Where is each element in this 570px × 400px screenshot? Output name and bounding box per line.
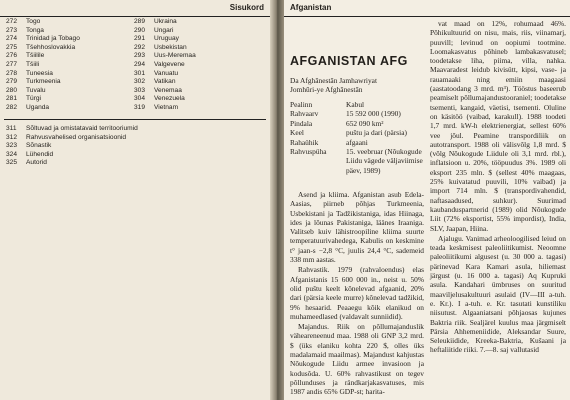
list-divider [4, 119, 266, 120]
list-item-label: Ungari [154, 26, 174, 34]
article-column-2 [430, 19, 566, 356]
list-item-label: Vietnam [154, 103, 179, 111]
list-item [6, 125, 138, 134]
country-list-col1 [6, 18, 80, 113]
list-item [134, 95, 196, 104]
list-item [6, 44, 80, 53]
list-item [6, 159, 138, 168]
list-item [134, 61, 196, 70]
book-gutter [270, 0, 284, 400]
fact-row [290, 119, 424, 128]
left-header-label: Sisukord [229, 3, 264, 12]
list-item-number: 302 [134, 78, 146, 86]
fact-key: Rahvuspüha [290, 147, 327, 157]
list-item-label: Venezuela [154, 95, 185, 103]
list-item-label: Tonga [26, 26, 44, 34]
country-title: AFGANISTAN [290, 54, 377, 68]
article-paragraph: Rahvastik. 1979 (rahvaloendus) elas Afganistanis 15 600 000 in., neist u. 50% olid puštu keelt kõnelevad afgaanid, 20% dari (pärsia keele murre) kõnelevad tadžikid, 9% hesaarid. Peaaegu kõik elanikud on muhameedlased (valdavalt sunniidid). [290, 265, 424, 321]
official-name-line2: Jomhūri-ye Afghānestān [290, 85, 363, 95]
fact-value: 652 090 km² [346, 118, 384, 128]
list-item [6, 78, 80, 87]
official-name [290, 76, 424, 95]
fact-key: Rahaühik [290, 137, 319, 147]
list-item-number: 292 [134, 43, 146, 51]
fact-value: 15. veebruar (Nõukogude Liidu vägede väljaviimise päev, 1989) [346, 147, 423, 175]
list-item [6, 87, 80, 96]
list-item-number: 276 [6, 52, 18, 60]
list-item-number: 312 [6, 133, 18, 141]
fact-key: Keel [290, 128, 304, 138]
list-item [6, 151, 138, 160]
list-item [134, 18, 196, 27]
list-item-label: Trinidad ja Tobago [26, 35, 80, 43]
list-item-number: 319 [134, 103, 146, 111]
list-item-label: Vatikan [154, 78, 176, 86]
list-item-number: 274 [6, 35, 18, 43]
list-item-label: Uus-Meremaa [154, 52, 196, 60]
list-item-label: Tuvalu [26, 86, 46, 94]
list-item-number: 325 [6, 159, 18, 167]
fact-value: puštu ja dari (pärsia) [346, 128, 407, 138]
list-item [134, 35, 196, 44]
right-header-label: Afganistan [290, 3, 332, 12]
appendix-list [6, 125, 138, 168]
list-item [6, 27, 80, 36]
country-list-col2 [134, 18, 196, 113]
fact-row [290, 109, 424, 118]
list-item [134, 52, 196, 61]
list-item [6, 35, 80, 44]
list-item-number: 323 [6, 142, 18, 150]
list-item [134, 27, 196, 36]
list-item-label: Rahvusvahelised organisatsioonid [26, 133, 127, 141]
fact-value: 15 592 000 (1990) [346, 109, 401, 119]
country-code: AFG [380, 54, 408, 68]
list-item-label: Lühendid [26, 150, 54, 158]
list-item-label: Ukraina [154, 18, 177, 25]
list-item-label: Tšehhoslovakkia [26, 43, 76, 51]
list-item-label: Vanuatu [154, 69, 179, 77]
list-item-number: 279 [6, 78, 18, 86]
list-item-label: Valgevene [154, 60, 185, 68]
list-item-number: 294 [134, 60, 146, 68]
list-item-number: 290 [134, 26, 146, 34]
list-item-label: Sõltuvad ja omistatavaid territooriumid [26, 125, 138, 132]
facts-table [290, 100, 424, 175]
fact-row [290, 100, 424, 109]
left-page [0, 0, 270, 400]
article-paragraph: Majandus. Riik on põllumajanduslik väheareneenud maa. 1988 oli GNP 3,2 mrd. $ (üks elaniku kohta 220 $, olles üks madalamaid maailmas). Majandust kahjustas Nõukogude Liidu armee invasioon ja kodusõda. U. 60% rahvastikust on tegev põllunduses ja rändkarjakasvatuses, mis 1987 andis 65% GDP-st; harita- [290, 322, 424, 397]
fact-row [290, 138, 424, 147]
list-item [6, 52, 80, 61]
list-item [134, 78, 196, 87]
list-item [6, 134, 138, 143]
list-item [134, 104, 196, 113]
list-item-label: Uganda [26, 103, 50, 111]
list-item-label: Togo [26, 18, 41, 25]
fact-row [290, 147, 424, 175]
list-item-label: Venemaa [154, 86, 182, 94]
list-item [6, 70, 80, 79]
list-item-number: 278 [6, 69, 18, 77]
list-item-label: Türgi [26, 95, 42, 103]
official-name-line1: Da Afghānestān Jamhawriyat [290, 76, 378, 85]
list-item-label: Turkmeenia [26, 78, 61, 86]
list-item-number: 293 [134, 52, 146, 60]
list-item-number: 277 [6, 60, 18, 68]
list-item [6, 61, 80, 70]
list-item [6, 95, 80, 104]
list-item-label: Tšiili [26, 60, 40, 68]
list-item [6, 142, 138, 151]
fact-key: Rahvaarv [290, 109, 319, 119]
article-paragraph: vat maad on 12%, rohumaad 46%. Põhikultuurid on nisu, mais, riis, viinamarj, puuvill; levinud on oopiumi tootmine. Loomakasvatus põhineb lambakasvatusel; toodetakse liha, piima, villa, nahka. Maavaradest leidub kivisütt, kipsi, vase- ja rauamaaki ning emiin maagaasi (aastatoodang 3 mrd. m³). Tööstus baseerub peamiselt põllumajandustooraniel; toodetakse tsementi, kangaid, väetisi, tsementi. Oluline on käsitöö (vaibad, karakull). 1988 toodeti 1,7 mrd. kW-h elektrienergiat, sellest 60% vee jõul. Peamine transpordiliik on autotransport. 1988 oli välisvõlg 1,8 mrd. $ (võlg Nõukogude Liidule oli 3,1 mrd. rbl.), inflatsioon u. 20%, tööpuudus 3%. 1989 oli eksport 235 mln. $ (sellest 40% maagaas, 25% kuivatatud puuvili, 10% vaibad) ja import 714 mln. $ (transpordivahendid, naftasaadused, suhkur). Suurimad kaubanduspartnerid (1989) olid Nõukogude Liit (72% eksportist, 55% impordist), India, SLV, Jaapan, Hiina. [430, 19, 566, 233]
list-item-label: Sõnastik [26, 142, 52, 150]
list-item-label: Usbekistan [154, 43, 187, 51]
left-page-header [0, 0, 270, 17]
list-item-number: 311 [6, 125, 17, 132]
list-item [134, 44, 196, 53]
list-item-number: 272 [6, 18, 18, 25]
list-item-label: Tuneesia [26, 69, 53, 77]
fact-key: Pindala [290, 118, 313, 128]
list-item [6, 18, 80, 27]
list-item-label: Uruguay [154, 35, 179, 43]
right-page [284, 0, 570, 400]
fact-key: Pealinn [290, 100, 313, 109]
list-item [6, 104, 80, 113]
list-item-number: 324 [6, 150, 18, 158]
list-item-label: Autorid [26, 159, 47, 167]
list-item-label: Tšiilile [26, 52, 45, 60]
article-paragraph: Ajalugu. Vanimad arheoloogilised leiud on teada keskmisest paleoliitikumist. Neoomne paleoliitikumi algusest (u. 30 000 a. tagasi) pärinevad Kara Kamari asula, hiliemast järgust (u. 16 000 a. tagasi) Aq Kupruki asula. Kandahari ümbruses on suuritud maaviljelusakultuuri asulaid (IV—III a-tuh. e. Kr.). I a-tuh. e. Kr. tasutati kunstiliku niisutust. Algaaniatsani põhjaosas kujunes Baktria riik. Sealjärel kuulus maa järgmiselt Pärsia Ahhemeniidide, Aleksandar Suure, Seleukiidide, Kreeka-Baktria, Kušaani ja heftaliitide riiki. 7.—8. saj vallutasid [430, 233, 566, 355]
list-item-number: 301 [134, 69, 146, 77]
list-item [134, 70, 196, 79]
list-item [134, 87, 196, 96]
list-item-number: 275 [6, 43, 18, 51]
list-item-number: 280 [6, 86, 18, 94]
list-item-number: 273 [6, 26, 18, 34]
list-item-number: 304 [134, 95, 146, 103]
list-item-number: 289 [134, 18, 146, 25]
list-item-number: 291 [134, 35, 146, 43]
fact-value: Kabul [346, 100, 365, 109]
list-item-number: 281 [6, 95, 18, 103]
list-item-number: 282 [6, 103, 18, 111]
right-page-header [284, 0, 570, 17]
fact-value: afgaani [346, 137, 368, 147]
fact-row [290, 128, 424, 137]
article-paragraph: Asend ja kliima. Afganistan asub Edela-Aasias, piirneb põhjas Turkmeenia, Usbekistani ja Tadžikistaniga, idas Hiinaga, ides ja lõunas Pakistaniga, läänes Iraaniga. Valitseb kuiv lähistroopiline kliima suurte temperatuurivahedega, Kabulis on keskmine t° jaan-s −2,8 °C, juulis 24,4 °C, sademeid 338 mm aastas. [290, 190, 424, 265]
article-column-1 [290, 190, 424, 398]
list-item-number: 303 [134, 86, 146, 94]
